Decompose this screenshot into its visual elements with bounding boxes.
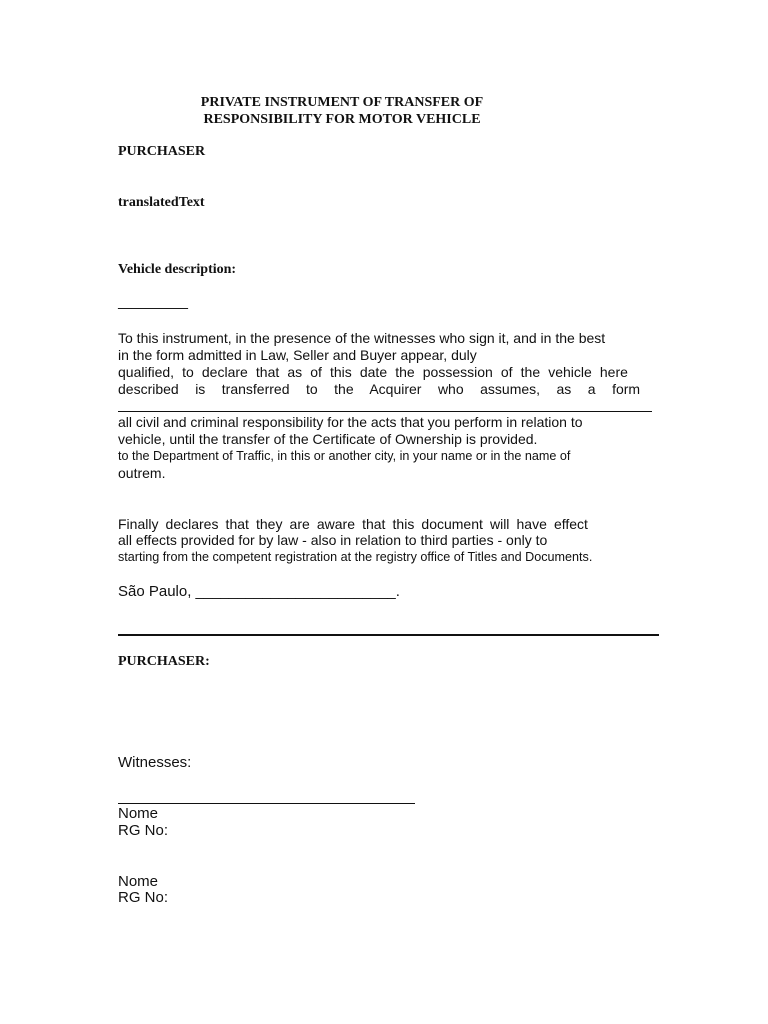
body-p2-line-4: outrem. xyxy=(118,465,166,481)
body-p1-line-1: To this instrument, in the presence of the witnesses who sign it, and in the best xyxy=(118,330,606,346)
body-p1-line-4: described is transferred to the Acquirer who assumes, as a form xyxy=(118,381,641,397)
body-p1-line-3-text: qualified, to declare that as of this date the possession of the vehicle here xyxy=(118,364,628,380)
body-p2-line-2: vehicle, until the transfer of the Certificate of Ownership is provided. xyxy=(118,431,538,447)
body-p1-line-2: in the form admitted in Law, Seller and Buyer appear, duly xyxy=(118,347,477,363)
body-p3-line-3: starting from the competent registration at the registry office of Titles and Documents. xyxy=(118,550,593,564)
body-p3-line-2: all effects provided for by law - also in relation to third parties - only to xyxy=(118,532,548,548)
body-p3-line-1: Finally declares that they are aware that this document will have effect xyxy=(118,516,588,532)
purchaser-heading: PURCHASER xyxy=(118,144,206,159)
witness-1-rg-label: RG No: xyxy=(118,822,169,839)
body-p2-line-3: to the Department of Traffic, in this or another city, in your name or in the name of xyxy=(118,449,571,463)
signature-line xyxy=(118,634,659,636)
city-date-line: São Paulo, ________________________. xyxy=(118,583,400,600)
witness-2-name-label: Nome xyxy=(118,873,159,890)
purchaser-signature-label: PURCHASER: xyxy=(118,654,210,669)
vehicle-description-blank: __________ xyxy=(118,296,188,311)
body-p1-line-3 xyxy=(118,364,654,381)
body-p2-line-1: all civil and criminal responsibility for the acts that you perform in relation to xyxy=(118,414,583,430)
vehicle-description-label: Vehicle description: xyxy=(118,262,237,277)
translated-text: translatedText xyxy=(118,195,205,210)
fill-in-line xyxy=(118,411,652,412)
title-line-1: PRIVATE INSTRUMENT OF TRANSFER OF xyxy=(200,95,484,110)
document-title xyxy=(118,94,566,128)
witnesses-label: Witnesses: xyxy=(118,754,192,771)
witness-1-name-label: Nome xyxy=(118,805,159,822)
title-line-2: RESPONSIBILITY FOR MOTOR VEHICLE xyxy=(203,112,481,127)
witness-2-rg-label: RG No: xyxy=(118,889,169,906)
witness-1-signature-line xyxy=(118,803,415,804)
